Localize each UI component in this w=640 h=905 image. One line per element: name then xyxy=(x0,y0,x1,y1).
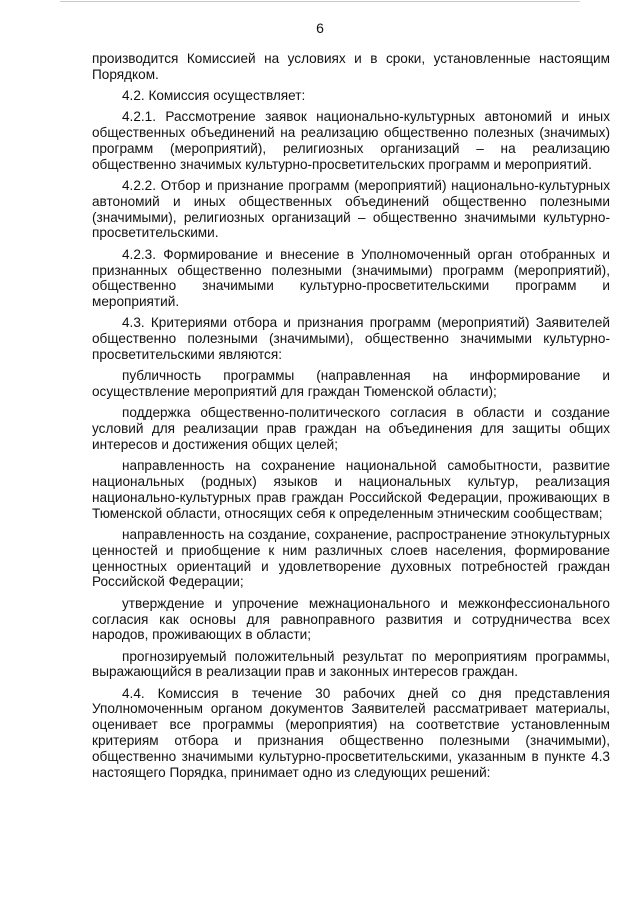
paragraph-4-2: 4.2. Комиссия осуществляет: xyxy=(122,88,306,104)
paragraph-4-2-2: 4.2.2. Отбор и признание программ (мероприятий) национально-культурных автономий и иных общественных объединений общественно полезными (значимыми), религиозных организаций – общественно значимыми культурно-просветительскими. xyxy=(92,178,610,241)
criterion-interethnic-harmony: утверждение и упрочение межнационального и межконфессионального согласия как основы для равноправного развития и сотрудничества всех народов, проживающих в области; xyxy=(92,595,610,643)
paragraph-4-4: 4.4. Комиссия в течение 30 рабочих дней со дня представления Уполномоченным органом документов Заявителей рассматривает материалы, оценивает все программы (мероприятия) на соответствие установленным критериям отбора и признания общественно полезными (значимыми), общественно значимыми культурно-просветительскими, указанным в пункте 4.3 настоящего Порядка, принимает одно из следующих решений: xyxy=(92,685,610,780)
page-top-rule xyxy=(60,1,580,2)
criterion-publicity: публичность программы (направленная на информирование и осуществление мероприятий для граждан Тюменской области); xyxy=(92,368,610,400)
document-body xyxy=(92,51,610,786)
page-number: 6 xyxy=(316,20,324,36)
criterion-national-identity: направленность на сохранение национальной самобытности, развитие национальных (родных) языков и национальных культур, реализация национально-культурных прав граждан Российской Федерации, проживающих в Тюменской области, относящих себя к определенным этническим сообществам; xyxy=(92,458,610,521)
criterion-consensus: поддержка общественно-политического согласия в области и создание условий для реализации прав граждан на объединения для защиты общих интересов и достижения общих целей; xyxy=(92,405,610,453)
paragraph-4-3: 4.3. Критериями отбора и признания программ (мероприятий) Заявителей общественно полезными (значимыми), общественно значимыми культурно-просветительскими являются: xyxy=(92,315,610,363)
criterion-expected-result: прогнозируемый положительный результат по мероприятиям программы, выражающийся в реализации прав и законных интересов граждан. xyxy=(92,648,610,680)
paragraph-4-2-3: 4.2.3. Формирование и внесение в Уполномоченный орган отобранных и признанных общественно полезными (значимыми) программ (мероприятий), общественно значимыми культурно-просветительскими программ и мероприятий. xyxy=(92,246,610,310)
paragraph-4-2-1: 4.2.1. Рассмотрение заявок национально-культурных автономий и иных общественных объединений на реализацию общественно полезных (значимых) программ (мероприятий), религиозных организаций – на реализацию общественно значимых культурно-просветительских программ и мероприятий. xyxy=(92,109,610,172)
criterion-ethnocultural-values: направленность на создание, сохранение, распространение этнокультурных ценностей и приобщение к ним различных слоев населения, формирование ценностных ориентаций и удовлетворение духовных потребностей граждан Российской Федерации; xyxy=(92,527,610,590)
paragraph-continuation: производится Комиссией на условиях и в сроки, установленные настоящим Порядком. xyxy=(92,51,610,82)
